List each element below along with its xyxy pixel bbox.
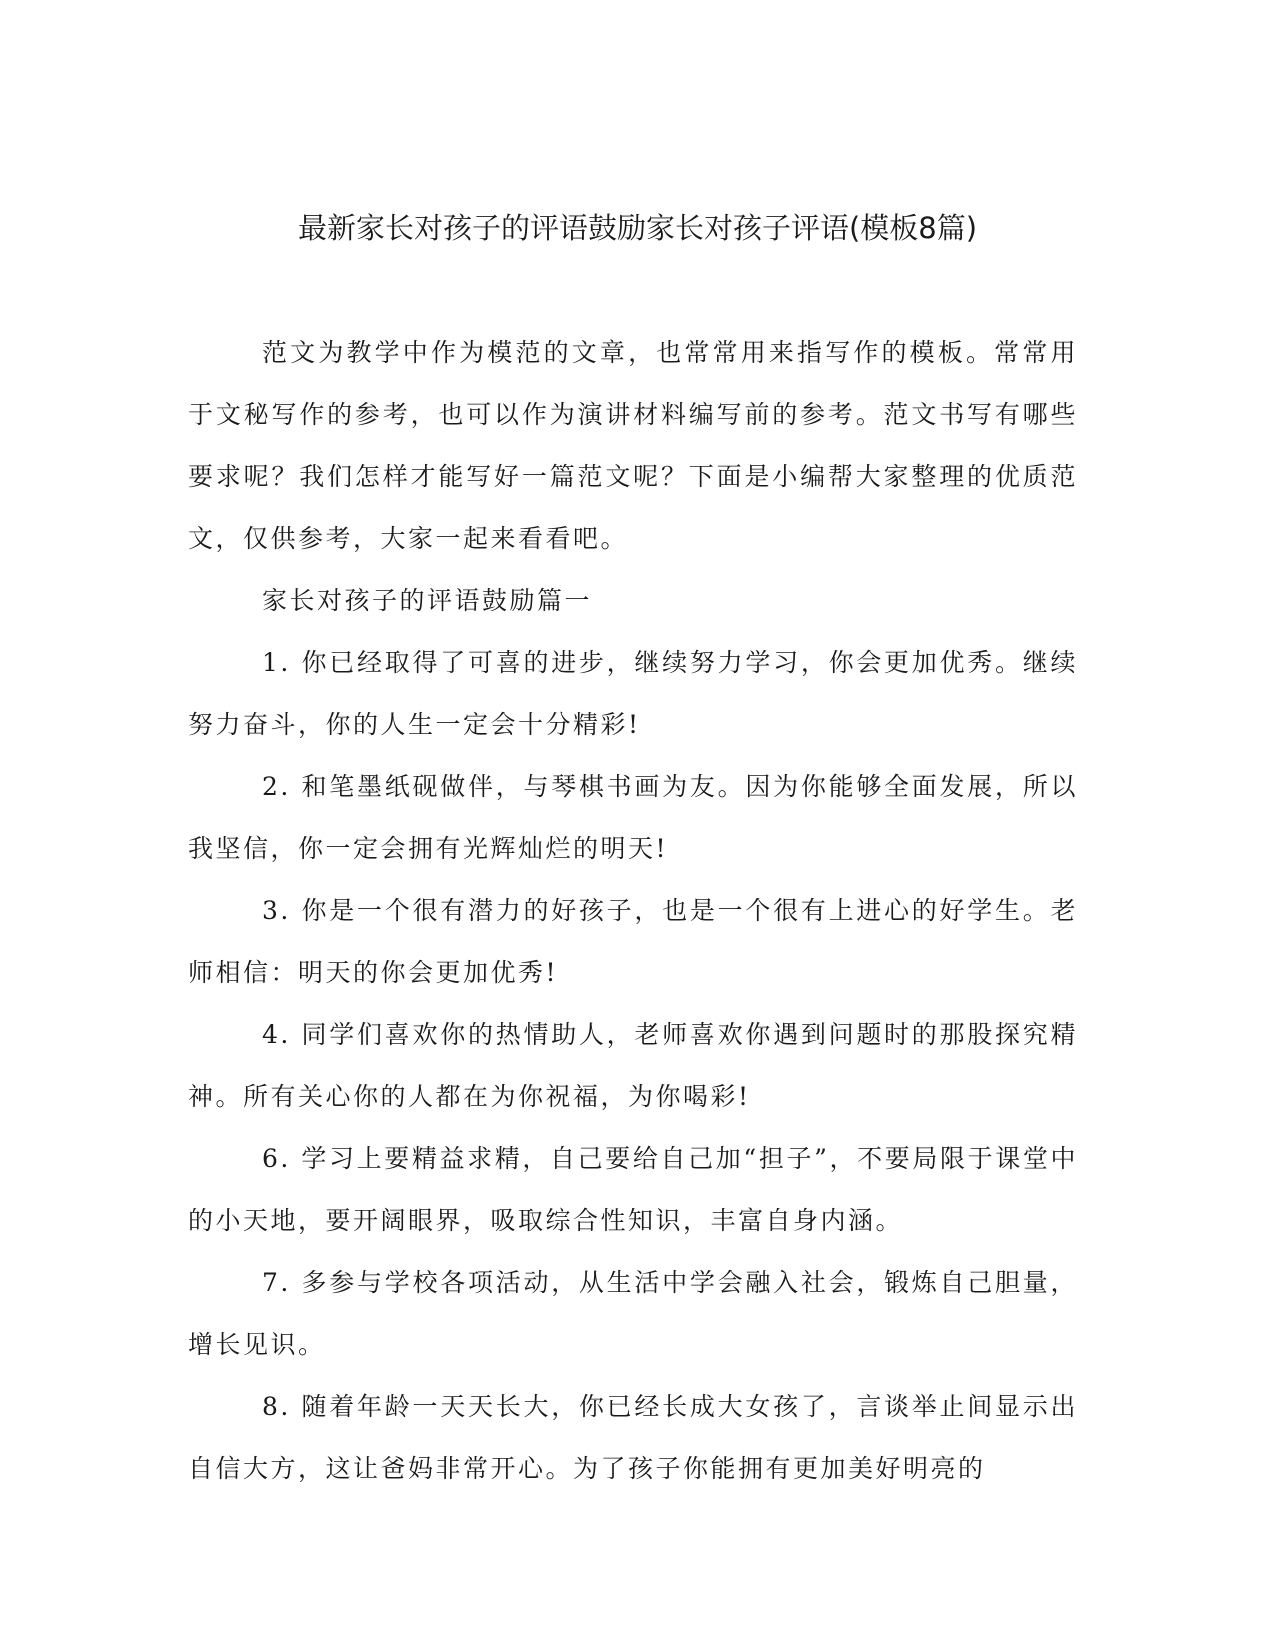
document-body [188, 322, 1078, 1500]
list-item: 3. 你是一个很有潜力的好孩子，也是一个很有上进心的好学生。老师相信：明天的你会更加优秀! [188, 896, 1078, 987]
list-item: 6. 学习上要精益求精，自己要给自己加“担子”，不要局限于课堂中的小天地，要开阔眼界，吸取综合性知识，丰富自身内涵。 [188, 1144, 1078, 1235]
list-item: 1. 你已经取得了可喜的进步，继续努力学习，你会更加优秀。继续努力奋斗，你的人生一定会十分精彩! [188, 648, 1078, 739]
document-title: 最新家长对孩子的评语鼓励家长对孩子评语(模板8篇) [297, 211, 978, 245]
paragraph-intro: 范文为教学中作为模范的文章，也常常用来指写作的模板。常常用于文秘写作的参考，也可以作为演讲材料编写前的参考。范文书写有哪些要求呢？我们怎样才能写好一篇范文呢？下面是小编帮大家整理的优质范文，仅供参考，大家一起来看看吧。 [188, 338, 1078, 553]
section-heading: 家长对孩子的评语鼓励篇一 [262, 586, 593, 615]
list-item: 2. 和笔墨纸砚做伴，与琴棋书画为友。因为你能够全面发展，所以我坚信，你一定会拥有光辉灿烂的明天! [188, 772, 1078, 863]
list-item: 4. 同学们喜欢你的热情助人，老师喜欢你遇到问题时的那股探究精神。所有关心你的人都在为你祝福，为你喝彩! [188, 1020, 1078, 1111]
list-item: 7. 多参与学校各项活动，从生活中学会融入社会，锻炼自己胆量，增长见识。 [188, 1268, 1078, 1359]
list-item: 8. 随着年龄一天天长大，你已经长成大女孩了，言谈举止间显示出自信大方，这让爸妈非常开心。为了孩子你能拥有更加美好明亮的 [188, 1392, 1078, 1483]
